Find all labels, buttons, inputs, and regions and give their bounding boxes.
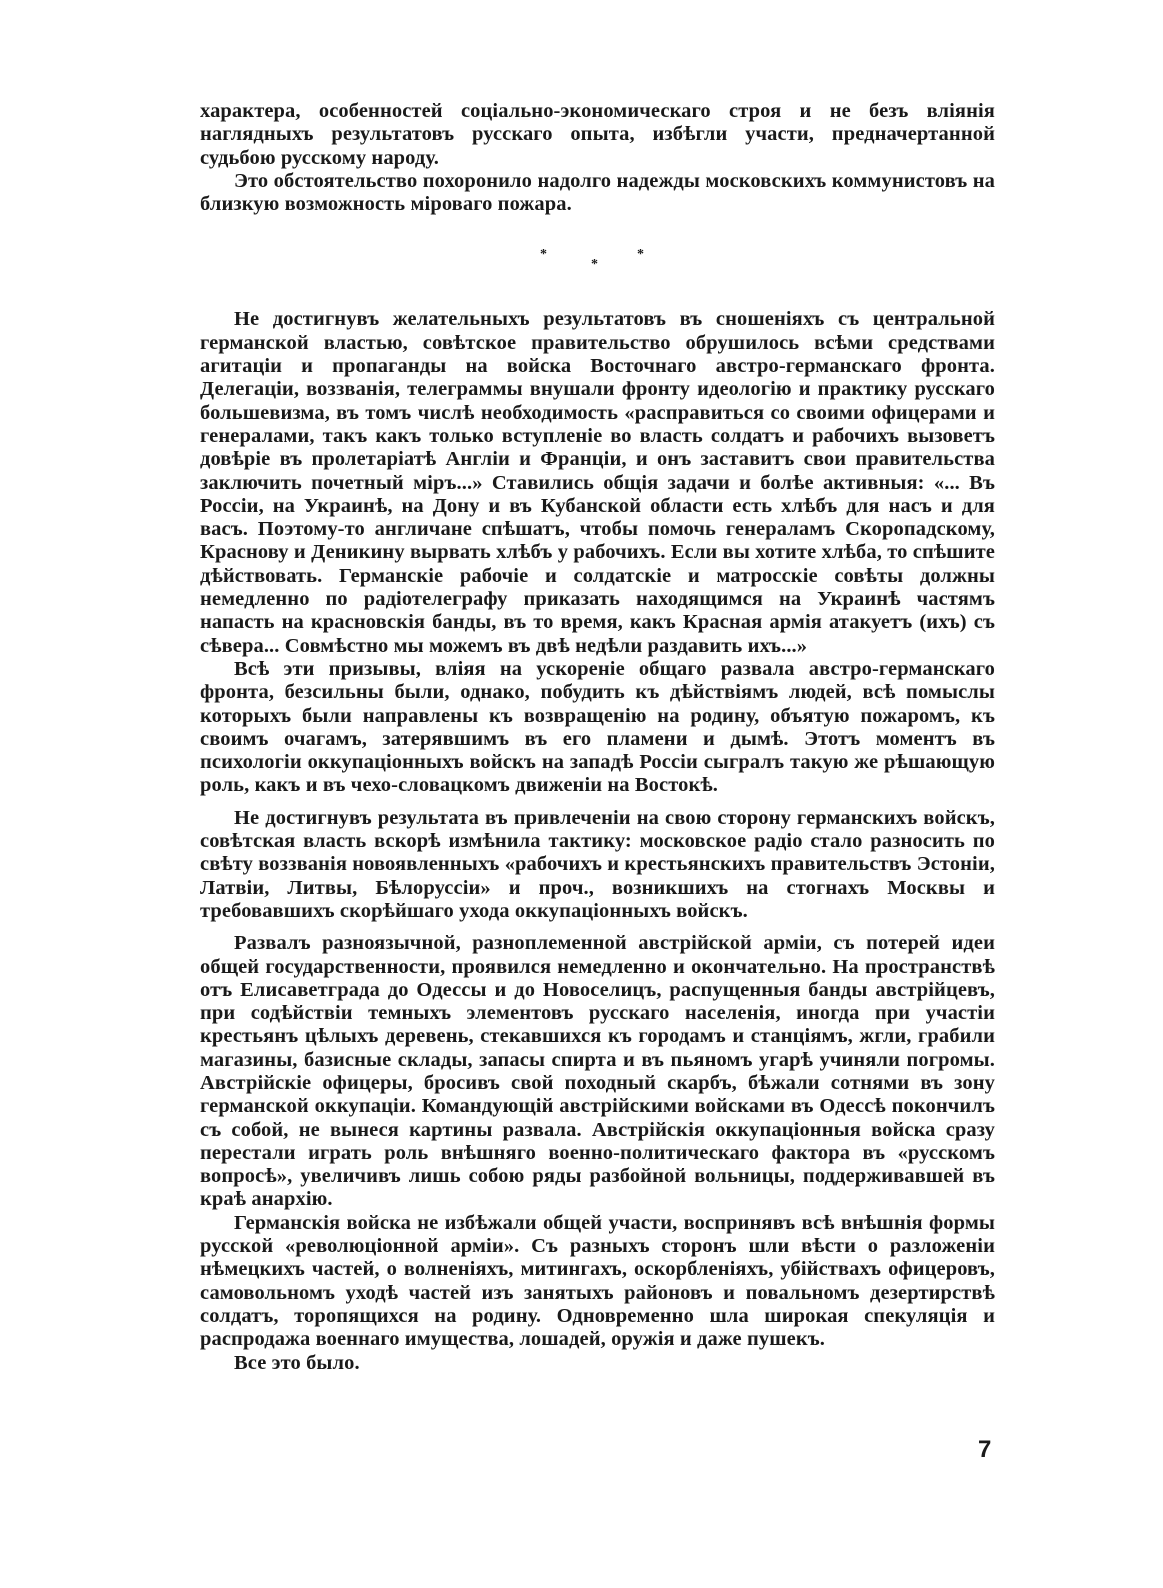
asterisk-ornament: * — [540, 247, 548, 263]
paragraph: Германскія войска не избѣжали общей участи, воспринявъ всѣ внѣшнія формы русской «революціонной арміи». Съ разныхъ сторонъ шли вѣсти о разложеніи нѣмецкихъ частей, о волненіяхъ, митингахъ, оскорбленіяхъ, убійствахъ офицеровъ, самовольномъ уходѣ частей изъ занятыхъ районовъ и повальномъ дезертирствѣ солдатъ, торопящихся на родину. Одновременно шла широкая спекуляція и распродажа военнаго имущества, лошадей, оружія и даже пушекъ. — [200, 1211, 995, 1351]
asterisk-ornament: * — [591, 257, 599, 273]
page-number: 7 — [978, 1436, 992, 1463]
asterisk-ornament: * — [637, 247, 645, 263]
section-separator — [200, 224, 995, 304]
paragraph: Не достигнувъ желательныхъ результатовъ въ сношеніяхъ съ центральной германской властью, совѣтское правительство обрушилось всѣми средствами агитаціи и пропаганды на войска Восточнаго австро-германскаго фронта. Делегаціи, воззванія, телеграммы внушали фронту идеологію и практику русскаго большевизма, въ томъ числѣ необходимость «расправиться со своими офицерами и генералами, такъ какъ только вступленіе во власть солдатъ и рабочихъ вызоветъ довѣріе въ пролетаріатѣ Англіи и Франціи, и онъ заставитъ свои правительства заключить почетный міръ...» Ставились общія задачи и болѣе активныя: «... Въ Россіи, на Украинѣ, на Дону и въ Кубанской области есть хлѣбъ для насъ и для васъ. Поэтому-то англичане спѣшатъ, чтобы помочь генераламъ Скоропадскому, Краснову и Деникину вырвать хлѣбъ у рабочихъ. Если вы хотите хлѣба, то спѣшите дѣйствовать. Германскіе рабочіе и солдатскіе и матросскіе совѣты должны немедленно по радіотелеграфу приказать находящимся на Украинѣ частямъ напасть на красновскія банды, въ то время, какъ Красная армія атакуетъ (ихъ) съ сѣвера... Совмѣстно мы можемъ въ двѣ недѣли раздавить ихъ...» — [200, 308, 995, 657]
paragraph: Это обстоятельство похоронило надолго надежды московскихъ коммунистовъ на близкую возможность міроваго пожара. — [200, 169, 995, 216]
paragraph-continued: характера, особенностей соціально-экономическаго строя и не безъ вліянія наглядныхъ результатовъ русскаго опыта, избѣгли участи, предначертанной судьбою русскому народу. — [200, 100, 995, 169]
paragraph: Не достигнувъ результата въ привлеченіи на свою сторону германскихъ войскъ, совѣтская власть вскорѣ измѣнила тактику: московское радіо стало разносить по свѣту воззванія новоявленныхъ «рабочихъ и крестьянскихъ правительствъ Эстоніи, Латвіи, Литвы, Бѣлоруссіи» и проч., возникшихъ на стогнахъ Москвы и требовавшихъ скорѣйшаго ухода оккупаціонныхъ войскъ. — [200, 806, 995, 922]
paragraph: Развалъ разноязычной, разноплеменной австрійской арміи, съ потерей идеи общей государственности, проявился немедленно и окончательно. На пространствѣ отъ Елисаветграда до Одессы и до Новоселицъ, распущенныя банды австрійцевъ, при содѣйствіи темныхъ элементовъ русскаго населенія, иногда при участіи крестьянъ цѣлыхъ деревень, стекавшихся къ городамъ и станціямъ, жгли, грабили магазины, базисные склады, запасы спирта и въ пьяномъ угарѣ учиняли погромы. Австрійскіе офицеры, бросивъ свой походный скарбъ, бѣжали сотнями въ зону германской оккупаціи. Командующій австрійскими войсками въ Одессѣ покончилъ съ собой, не вынеся картины развала. Австрійскія оккупаціонныя войска сразу перестали играть роль внѣшняго военно-политическаго фактора въ «русскомъ вопросѣ», увеличивъ лишь собою ряды разбойной вольницы, поддерживавшей въ краѣ анархію. — [200, 932, 995, 1211]
paragraph: Всѣ эти призывы, вліяя на ускореніе общаго развала австро-германскаго фронта, безсильны были, однако, побудить къ дѣйствіямъ людей, всѣ помыслы которыхъ были направлены къ возвращенію на родину, объятую пожаромъ, къ своимъ очагамъ, затерявшимъ въ его пламени и дымѣ. Этотъ моментъ въ психологіи оккупаціонныхъ войскъ на западѣ Россіи сыгралъ такую же рѣшающую роль, какъ и въ чехо-словацкомъ движеніи на Востокѣ. — [200, 657, 995, 797]
paragraph: Все это было. — [234, 1351, 360, 1374]
body-text — [200, 100, 995, 1375]
